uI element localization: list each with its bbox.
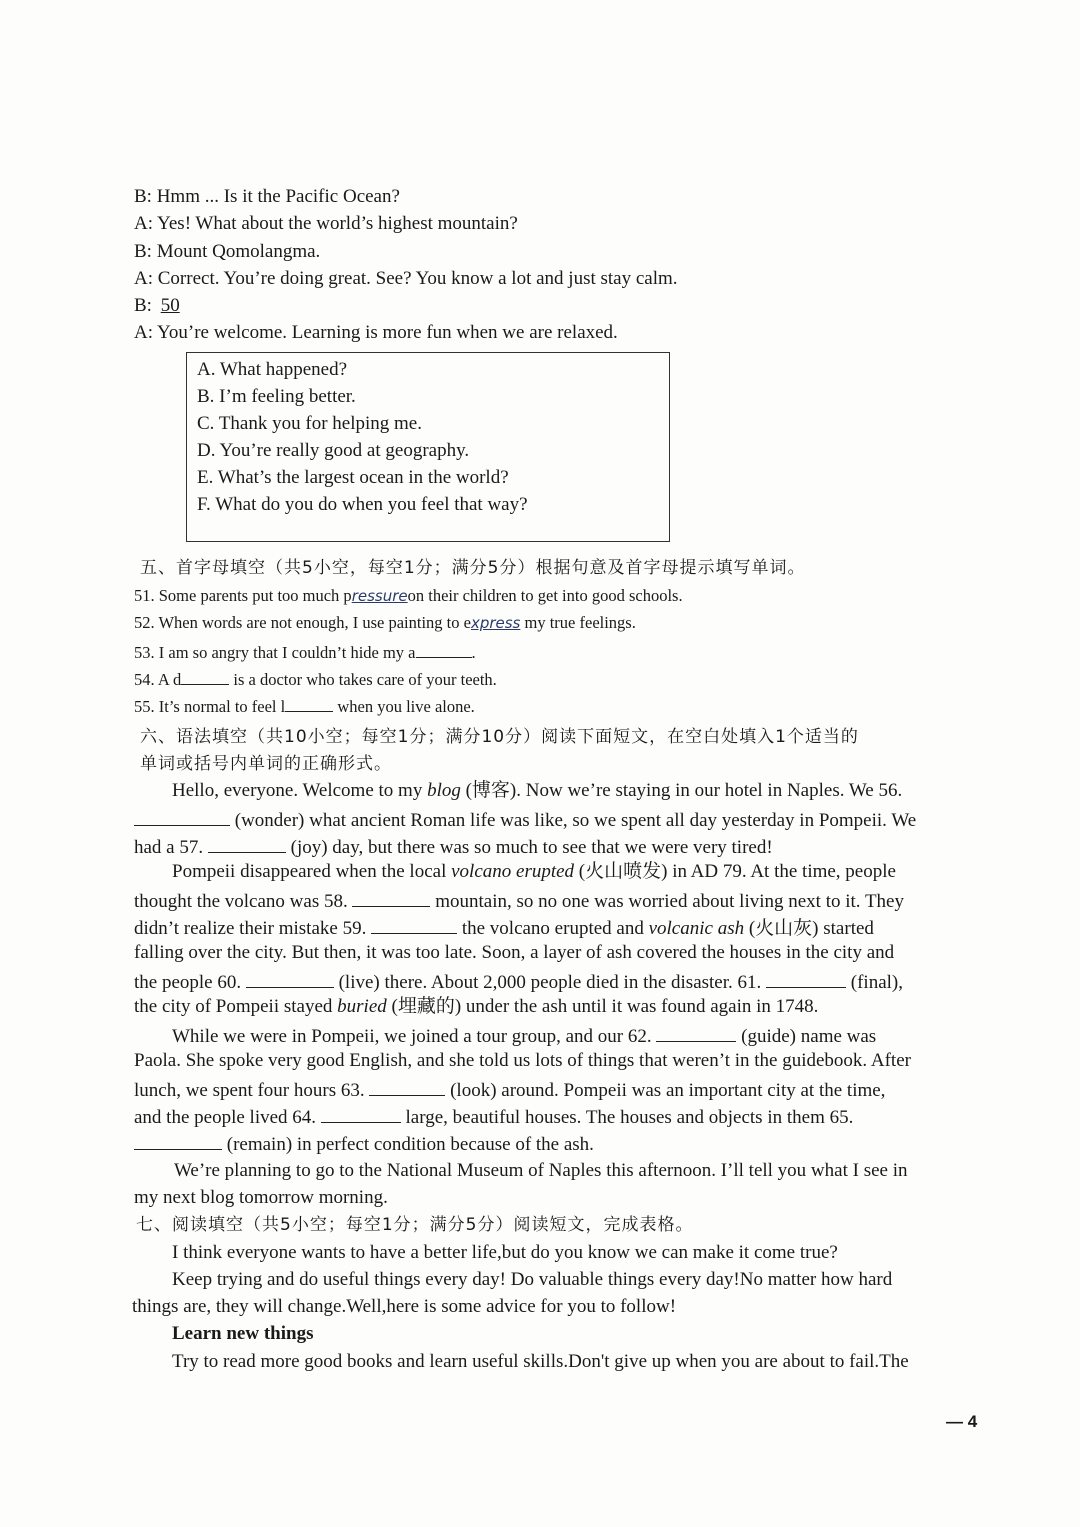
passage-text: Pompeii disappeared when the local [172, 861, 452, 882]
passage-text: mountain, so no one was worried about living next to it. They [435, 891, 904, 912]
blank-58[interactable] [352, 888, 430, 907]
dialogue-line: B: Mount Qomolangma. [134, 241, 321, 262]
passage-text: (joy) day, but there was so much to see that we were very tired! [290, 837, 773, 858]
dialogue-line: A: You’re welcome. Learning is more fun when we are relaxed. [134, 322, 618, 343]
passage-text: and the people lived 64. [134, 1107, 317, 1128]
question-54 [134, 666, 497, 691]
question-text: 52. When words are not enough, I use painting to e [134, 613, 471, 632]
passage-line [134, 1131, 594, 1156]
section-7-heading: 七、阅读填空（共5小空；每空1分；满分5分）阅读短文，完成表格。 [136, 1215, 694, 1235]
question-text: my true feelings. [524, 613, 636, 632]
section-6-heading-cont: 单词或括号内单词的正确形式。 [140, 754, 392, 774]
passage-line: my next blog tomorrow morning. [134, 1187, 388, 1208]
blank-57[interactable] [208, 834, 286, 853]
passage-line [134, 1077, 885, 1102]
passage-text: thought the volcano was 58. [134, 891, 348, 912]
passage-text: didn’t realize their mistake 59. [134, 918, 367, 939]
passage-text: (埋藏的) under the ash until it was found again in 1748. [386, 996, 819, 1017]
option-a: A. What happened? [197, 359, 348, 380]
option-e: E. What’s the largest ocean in the world? [197, 467, 509, 488]
passage-text: had a 57. [134, 837, 204, 858]
passage-italic: volcano erupted [451, 861, 575, 882]
passage-text: (remain) in perfect condition because of the ash. [226, 1134, 594, 1155]
option-d: D. You’re really good at geography. [197, 440, 470, 461]
passage-text: (wonder) what ancient Roman life was like, so we spent all day yesterday in Pompeii. We [234, 810, 917, 831]
passage-line [172, 1023, 876, 1048]
answer-blank[interactable] [416, 639, 472, 658]
question-text: is a doctor who takes care of your teeth. [233, 670, 497, 689]
passage-text: (火山喷发) in AD 79. At the time, people [574, 861, 896, 882]
handwritten-answer[interactable]: ressure [351, 587, 408, 605]
passage-line: Paola. She spoke very good English, and she told us lots of things that weren’t in the guidebook. After [134, 1050, 911, 1071]
passage-text: (guide) name was [741, 1026, 877, 1047]
passage-line [134, 1104, 853, 1129]
handwritten-answer[interactable]: xpress [470, 614, 521, 632]
options-box [186, 352, 670, 542]
passage-line: Keep trying and do useful things every day! Do valuable things every day!No matter how hard [172, 1269, 893, 1290]
passage-line: Try to read more good books and learn useful skills.Don't give up when you are about to fail.The [172, 1351, 909, 1372]
option-b: B. I’m feeling better. [197, 386, 356, 407]
passage-line [134, 996, 818, 1018]
passage-italic: buried [337, 996, 387, 1017]
passage-line [134, 834, 773, 859]
blank-65[interactable] [134, 1131, 222, 1150]
dialogue-line: A: Correct. You’re doing great. See? You know a lot and just stay calm. [134, 268, 678, 289]
speaker-label: B: [134, 295, 157, 316]
blank-64[interactable] [321, 1104, 401, 1123]
passage-line: falling over the city. But then, it was too late. Soon, a layer of ash covered the houses in the city and [134, 942, 895, 963]
section-6-heading: 六、语法填空（共10小空；每空1分；满分10分）阅读下面短文，在空白处填入1个适当的 [140, 727, 859, 747]
passage-text: (博客). Now we’re staying in our hotel in Naples. We 56. [460, 780, 903, 801]
section-5-heading: 五、首字母填空（共5小空，每空1分；满分5分）根据句意及首字母提示填写单词。 [140, 558, 806, 578]
passage-text: large, beautiful houses. The houses and objects in them 65. [405, 1107, 854, 1128]
question-text: when you live alone. [337, 697, 475, 716]
passage-italic: volcanic ash [648, 918, 745, 939]
option-c: C. Thank you for helping me. [197, 413, 422, 434]
passage-text: (look) around. Pompeii was an important city at the time, [450, 1080, 886, 1101]
question-text: 53. I am so angry that I couldn’t hide my a [134, 643, 416, 662]
passage-text: Hello, everyone. Welcome to my [172, 780, 428, 801]
passage-line: We’re planning to go to the National Museum of Naples this afternoon. I’ll tell you what I see in [174, 1160, 908, 1181]
question-text: 54. A d [134, 670, 182, 689]
passage-text: (final), [850, 972, 904, 993]
blank-59[interactable] [371, 915, 457, 934]
blank-56[interactable] [134, 807, 230, 826]
passage-text: (live) there. About 2,000 people died in the disaster. 61. [338, 972, 762, 993]
subsection-title: Learn new things [172, 1323, 314, 1344]
question-55 [134, 693, 475, 718]
question-51 [134, 585, 683, 607]
passage-line [134, 969, 903, 994]
passage-line: things are, they will change.Well,here is some advice for you to follow! [132, 1296, 677, 1317]
answer-blank[interactable] [285, 693, 333, 712]
passage-italic: blog [427, 780, 461, 801]
dialogue-line: B: Hmm ... Is it the Pacific Ocean? [134, 186, 400, 207]
page-number: — 4 [946, 1412, 978, 1431]
blank-63[interactable] [369, 1077, 445, 1096]
question-53: 53. I am so angry that I couldn’t hide my a . [134, 639, 476, 664]
question-text: 51. Some parents put too much p [134, 586, 352, 605]
passage-line: I think everyone wants to have a better life,but do you know we can make it come true? [172, 1242, 838, 1263]
passage-text: the people 60. [134, 972, 242, 993]
question-text: 55. It’s normal to feel l [134, 697, 286, 716]
blank-50[interactable]: 50 [160, 295, 180, 316]
dialogue-line: A: Yes! What about the world’s highest mountain? [134, 213, 518, 234]
passage-text: lunch, we spent four hours 63. [134, 1080, 365, 1101]
blank-61[interactable] [766, 969, 846, 988]
blank-62[interactable] [656, 1023, 736, 1042]
passage-line [134, 807, 916, 832]
passage-line [172, 780, 902, 802]
blank-60[interactable] [246, 969, 334, 988]
passage-text: While we were in Pompeii, we joined a tour group, and our 62. [172, 1026, 652, 1047]
dialogue-line [134, 295, 190, 317]
answer-blank[interactable] [181, 666, 229, 685]
passage-text: (火山灰) started [744, 918, 874, 939]
passage-line [172, 861, 896, 883]
option-f: F. What do you do when you feel that way? [197, 494, 528, 515]
passage-line [134, 915, 874, 940]
passage-line [134, 888, 904, 913]
question-text: on their children to get into good schools. [407, 586, 683, 605]
passage-text: the city of Pompeii stayed [134, 996, 338, 1017]
passage-text: the volcano erupted and [461, 918, 649, 939]
question-52 [134, 612, 636, 634]
